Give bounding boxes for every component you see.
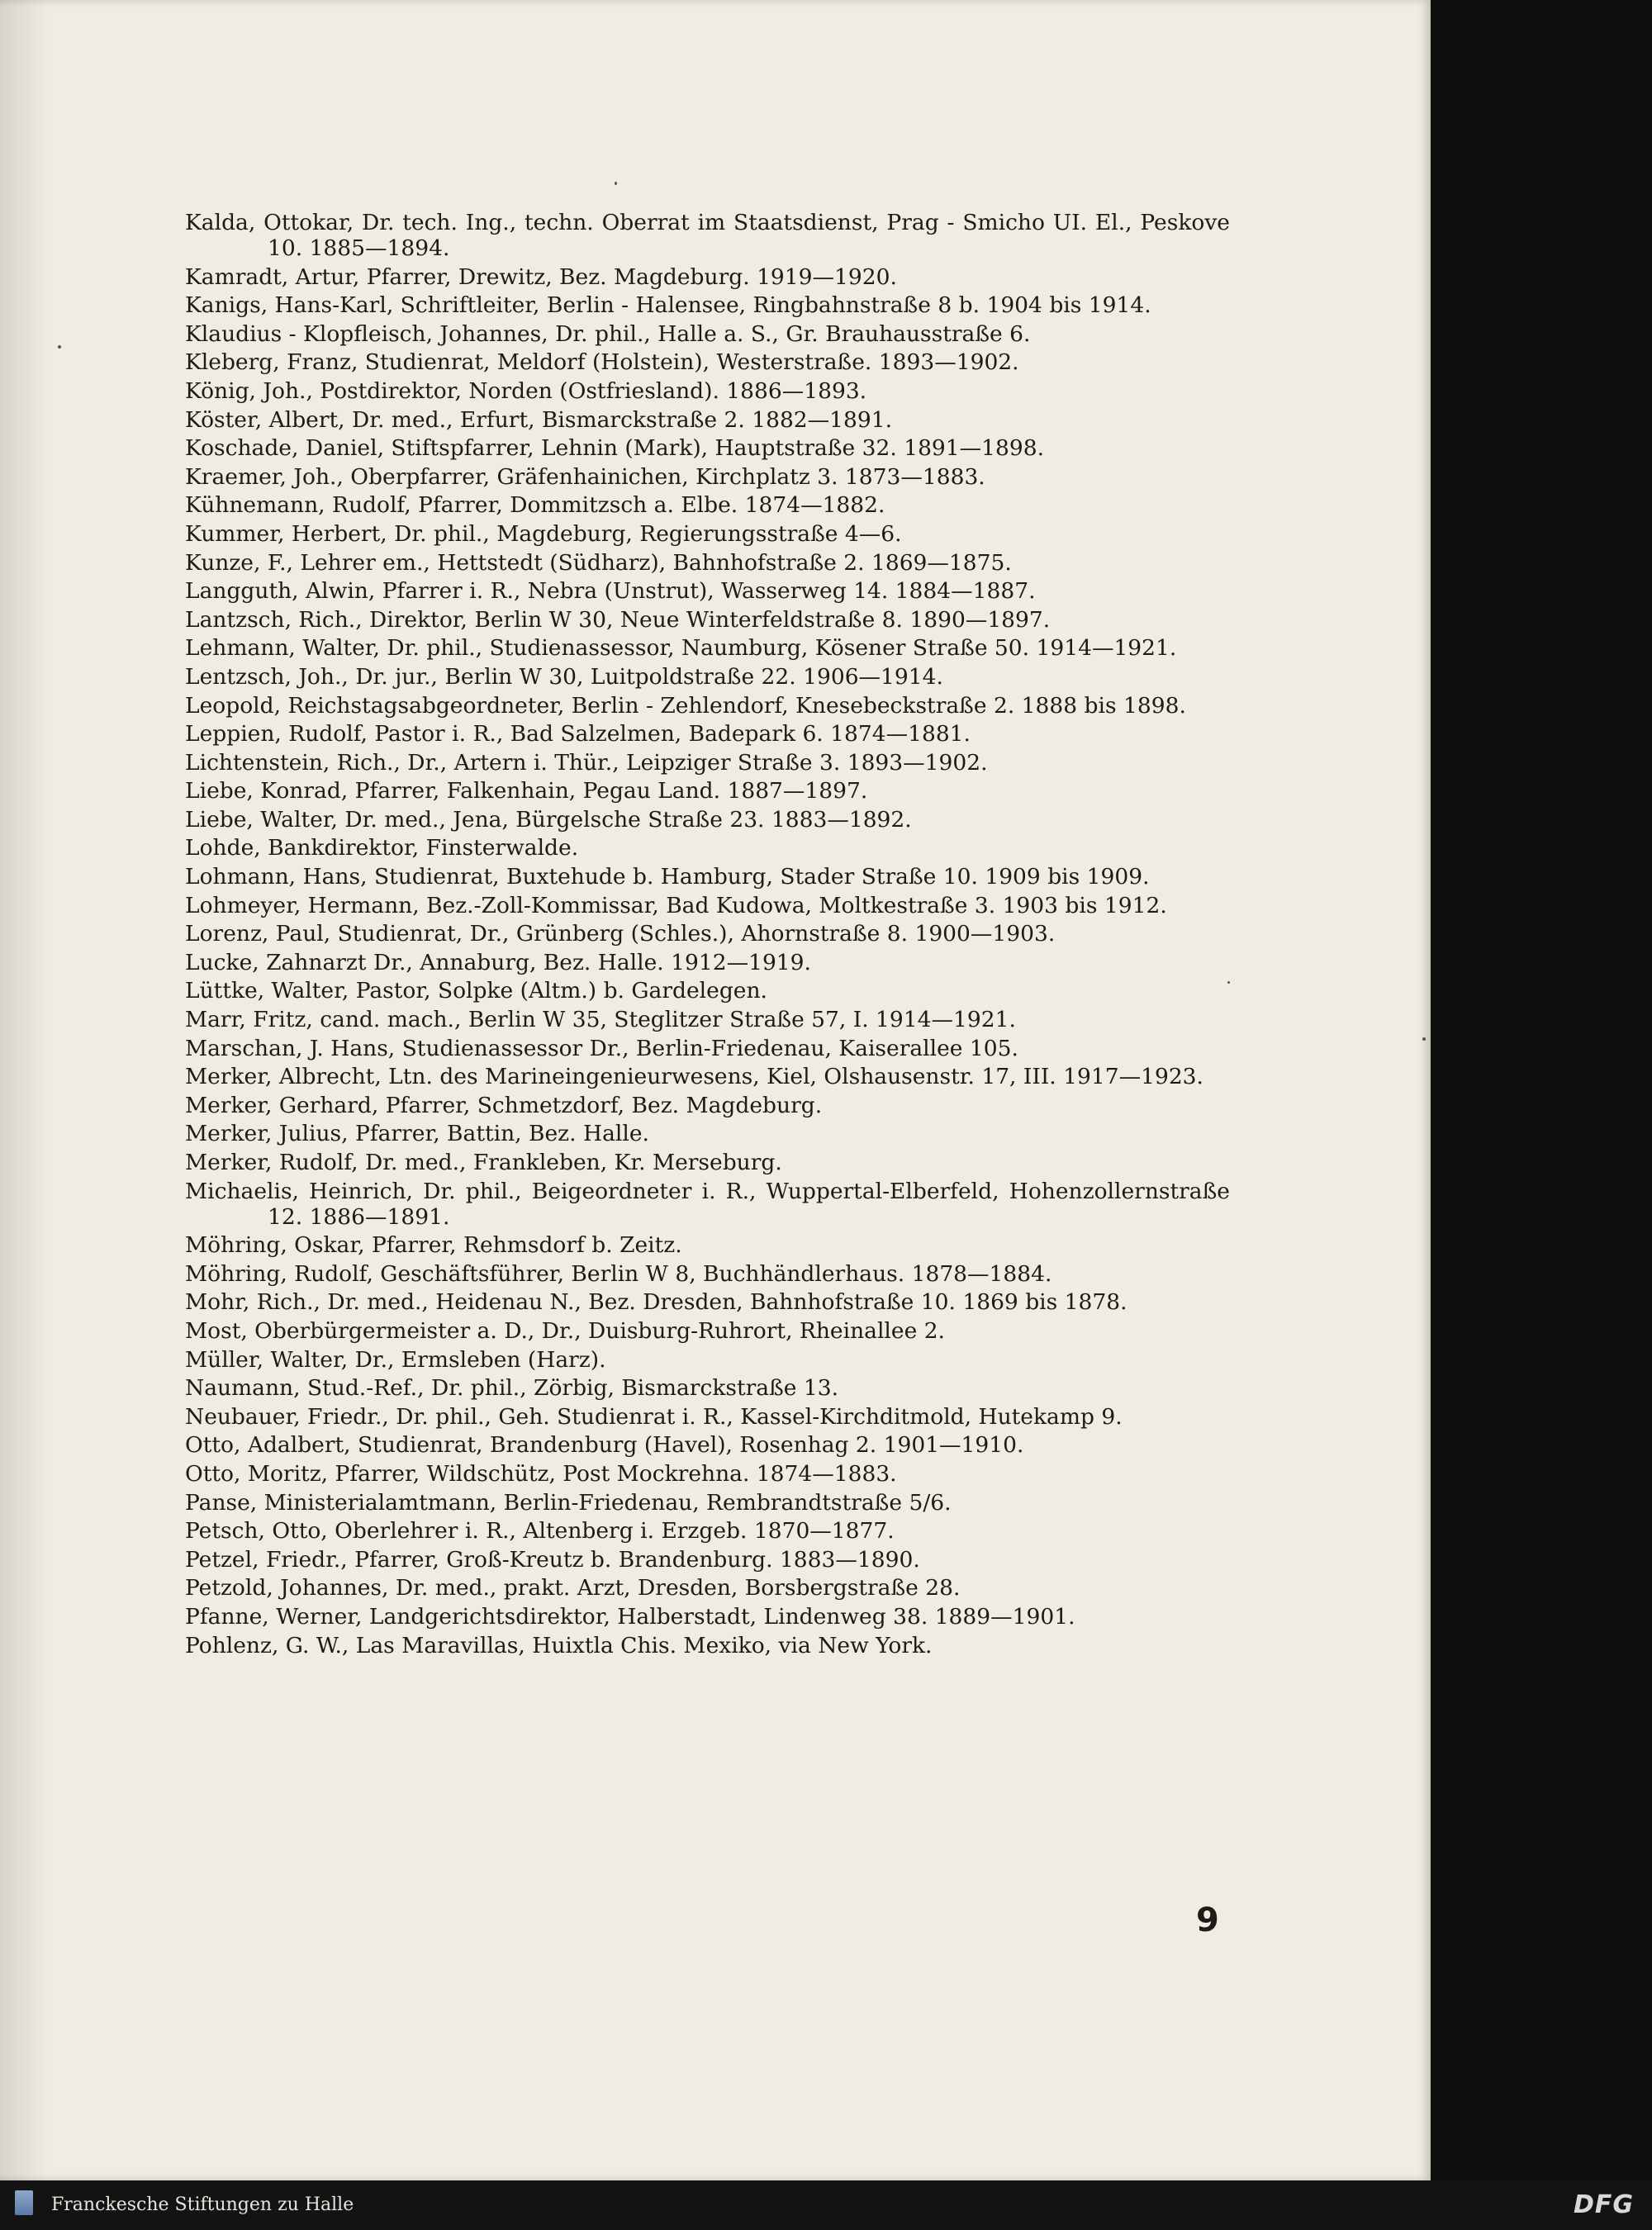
- directory-entry: Lohmann, Hans, Studienrat, Buxtehude b. Hamburg, Stader Straße 10. 1909 bis 1909.: [185, 864, 1150, 890]
- institution-name: Franckesche Stiftungen zu Halle: [51, 2194, 354, 2215]
- scan-background: [1431, 0, 1652, 2180]
- directory-entry: Merker, Rudolf, Dr. med., Frankleben, Kr. Merseburg.: [185, 1150, 782, 1175]
- directory-entry: Lorenz, Paul, Studienrat, Dr., Grünberg (Schles.), Ahornstraße 8. 1900—1903.: [185, 921, 1056, 947]
- directory-entry: Mohr, Rich., Dr. med., Heidenau N., Bez. Dresden, Bahnhofstraße 10. 1869 bis 1878.: [185, 1289, 1127, 1316]
- directory-entry: Kamradt, Artur, Pfarrer, Drewitz, Bez. Magdeburg. 1919—1920.: [185, 263, 897, 290]
- directory-list: [185, 210, 1230, 1661]
- directory-entry: Kummer, Herbert, Dr. phil., Magdeburg, Regierungsstraße 4—6.: [185, 520, 902, 547]
- directory-entry: Koschade, Daniel, Stiftspfarrer, Lehnin (Mark), Hauptstraße 32. 1891—1898.: [185, 435, 1045, 462]
- directory-entry: Leppien, Rudolf, Pastor i. R., Bad Salzelmen, Badepark 6. 1874—1881.: [185, 721, 971, 747]
- directory-entry: Pohlenz, G. W., Las Maravillas, Huixtla Chis. Mexiko, via New York.: [185, 1632, 933, 1658]
- directory-entry: Liebe, Konrad, Pfarrer, Falkenhain, Pegau Land. 1887—1897.: [185, 778, 868, 804]
- viewer-footer: [0, 2180, 1652, 2230]
- paper-speck: [58, 345, 61, 349]
- directory-entry: Merker, Julius, Pfarrer, Battin, Bez. Halle.: [185, 1121, 649, 1147]
- directory-entry: Merker, Gerhard, Pfarrer, Schmetzdorf, Bez. Magdeburg.: [185, 1092, 823, 1118]
- paper-speck: [1227, 981, 1230, 984]
- directory-entry: Lantzsch, Rich., Direktor, Berlin W 30, Neue Winterfeldstraße 8. 1890—1897.: [185, 606, 1051, 633]
- paper-speck: [615, 182, 617, 185]
- directory-entry: Lüttke, Walter, Pastor, Solpke (Altm.) b. Gardelegen.: [185, 978, 767, 1004]
- directory-entry: Langguth, Alwin, Pfarrer i. R., Nebra (Unstrut), Wasserweg 14. 1884—1887.: [185, 578, 1036, 605]
- directory-entry: Otto, Moritz, Pfarrer, Wildschütz, Post Mockrehna. 1874—1883.: [185, 1460, 897, 1487]
- directory-entry: Lichtenstein, Rich., Dr., Artern i. Thür., Leipziger Straße 3. 1893—1902.: [185, 749, 988, 776]
- directory-entry: Naumann, Stud.-Ref., Dr. phil., Zörbig, Bismarckstraße 13.: [185, 1375, 839, 1402]
- directory-entry: Möhring, Rudolf, Geschäftsführer, Berlin W 8, Buchhändlerhaus. 1878—1884.: [185, 1260, 1052, 1287]
- directory-entry: Kleberg, Franz, Studienrat, Meldorf (Holstein), Westerstraße. 1893—1902.: [185, 349, 1019, 376]
- directory-entry: Lohmeyer, Hermann, Bez.-Zoll-Kommissar, Bad Kudowa, Moltkestraße 3. 1903 bis 1912.: [185, 892, 1167, 918]
- directory-entry: Köster, Albert, Dr. med., Erfurt, Bismarckstraße 2. 1882—1891.: [185, 406, 893, 433]
- dfg-logo: DFG: [1573, 2190, 1634, 2219]
- directory-entry: Panse, Ministerialamtmann, Berlin-Friedenau, Rembrandtstraße 5/6.: [185, 1489, 952, 1516]
- directory-entry: Lucke, Zahnarzt Dr., Annaburg, Bez. Halle. 1912—1919.: [185, 949, 811, 975]
- institution-logo-icon: [15, 2190, 33, 2215]
- directory-entry: Liebe, Walter, Dr. med., Jena, Bürgelsche Straße 23. 1883—1892.: [185, 806, 912, 833]
- directory-entry: Otto, Adalbert, Studienrat, Brandenburg (Havel), Rosenhag 2. 1901—1910.: [185, 1432, 1024, 1459]
- directory-entry: Marschan, J. Hans, Studienassessor Dr., Berlin-Friedenau, Kaiserallee 105.: [185, 1035, 1018, 1061]
- directory-entry: Michaelis, Heinrich, Dr. phil., Beigeordneter i. R., Wuppertal-Elberfeld, Hohenzollernstraße 12. 1886—1891.: [185, 1178, 1230, 1230]
- directory-entry: Kunze, F., Lehrer em., Hettstedt (Südharz), Bahnhofstraße 2. 1869—1875.: [185, 549, 1012, 576]
- directory-entry: Leopold, Reichstagsabgeordneter, Berlin - Zehlendorf, Knesebeckstraße 2. 1888 bis 1898.: [185, 692, 1186, 719]
- directory-entry: Kanigs, Hans-Karl, Schriftleiter, Berlin - Halensee, Ringbahnstraße 8 b. 1904 bis 1914.: [185, 292, 1151, 319]
- page-number: 9: [1196, 1901, 1219, 1939]
- directory-entry: Neubauer, Friedr., Dr. phil., Geh. Studienrat i. R., Kassel-Kirchditmold, Hutekamp 9.: [185, 1403, 1123, 1430]
- directory-entry: Klaudius - Klopfleisch, Johannes, Dr. phil., Halle a. S., Gr. Brauhausstraße 6.: [185, 320, 1031, 347]
- directory-entry: Kraemer, Joh., Oberpfarrer, Gräfenhainichen, Kirchplatz 3. 1873—1883.: [185, 463, 985, 490]
- directory-entry: Möhring, Oskar, Pfarrer, Rehmsdorf b. Zeitz.: [185, 1232, 682, 1259]
- directory-entry: Petzel, Friedr., Pfarrer, Groß-Kreutz b. Brandenburg. 1883—1890.: [185, 1546, 920, 1573]
- directory-entry: Marr, Fritz, cand. mach., Berlin W 35, Steglitzer Straße 57, I. 1914—1921.: [185, 1007, 1016, 1033]
- directory-entry: Merker, Albrecht, Ltn. des Marineingenieurwesens, Kiel, Olshausenstr. 17, III. 1917—1923.: [185, 1064, 1203, 1090]
- directory-entry: Petsch, Otto, Oberlehrer i. R., Altenberg i. Erzgeb. 1870—1877.: [185, 1518, 895, 1544]
- directory-entry: Kalda, Ottokar, Dr. tech. Ing., techn. Oberrat im Staatsdienst, Prag - Smicho UI. El., Peskove 10. 1885—1894.: [185, 210, 1230, 261]
- directory-entry: König, Joh., Postdirektor, Norden (Ostfriesland). 1886—1893.: [185, 377, 867, 404]
- directory-entry: Lohde, Bankdirektor, Finsterwalde.: [185, 835, 579, 861]
- directory-entry: Lentzsch, Joh., Dr. jur., Berlin W 30, Luitpoldstraße 22. 1906—1914.: [185, 663, 943, 690]
- directory-entry: Lehmann, Walter, Dr. phil., Studienassessor, Naumburg, Kösener Straße 50. 1914—1921.: [185, 635, 1177, 662]
- paper-speck: [1422, 1037, 1426, 1041]
- directory-entry: Petzold, Johannes, Dr. med., prakt. Arzt, Dresden, Borsbergstraße 28.: [185, 1575, 961, 1601]
- directory-entry: Pfanne, Werner, Landgerichtsdirektor, Halberstadt, Lindenweg 38. 1889—1901.: [185, 1603, 1075, 1630]
- directory-entry: Most, Oberbürgermeister a. D., Dr., Duisburg-Ruhrort, Rheinallee 2.: [185, 1317, 945, 1344]
- directory-entry: Kühnemann, Rudolf, Pfarrer, Dommitzsch a. Elbe. 1874—1882.: [185, 492, 885, 519]
- directory-entry: Müller, Walter, Dr., Ermsleben (Harz).: [185, 1346, 606, 1373]
